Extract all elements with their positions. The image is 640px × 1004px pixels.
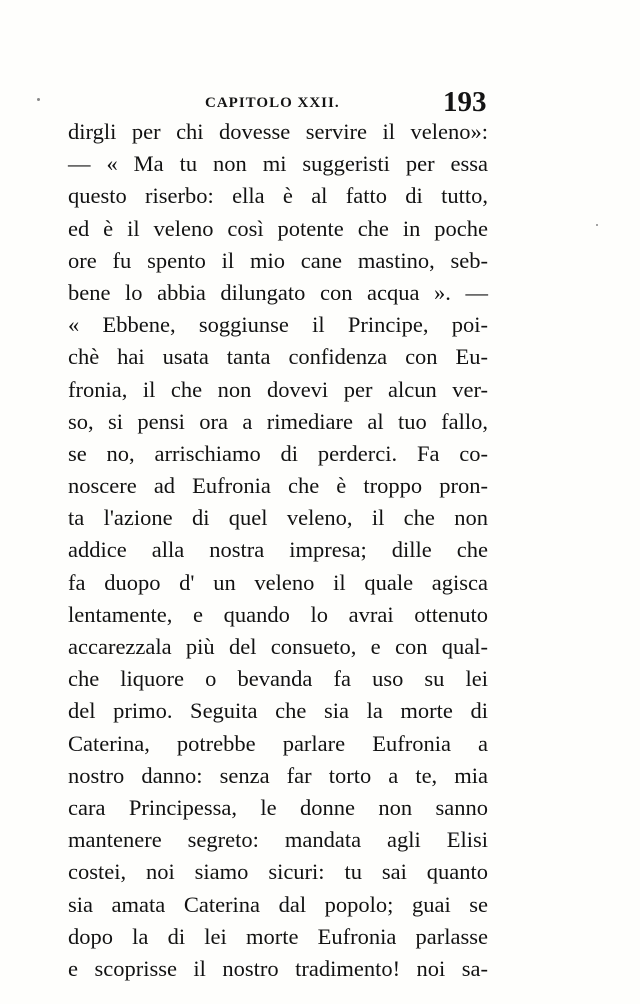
text-line: ed è il veleno così potente che in poche bbox=[68, 215, 488, 241]
text-line: che liquore o bevanda fa uso su lei bbox=[68, 666, 488, 692]
text-line: « Ebbene, soggiunse il Principe, poi- bbox=[68, 312, 488, 338]
text-line: fa duopo d' un veleno il quale agisca bbox=[68, 569, 488, 595]
text-line: so, si pensi ora a rimediare al tuo fallo, bbox=[68, 408, 488, 434]
running-title: CAPITOLO XXII. bbox=[205, 95, 340, 111]
text-line: costei, noi siamo sicuri: tu sai quanto bbox=[68, 859, 488, 885]
text-line: questo riserbo: ella è al fatto di tutto, bbox=[68, 183, 488, 209]
text-line: addice alla nostra impresa; dille che bbox=[68, 537, 488, 563]
page-number: 193 bbox=[443, 86, 487, 118]
text-line: fronia, il che non dovevi per alcun ver- bbox=[68, 376, 488, 402]
text-line: se no, arrischiamo di perderci. Fa co- bbox=[68, 440, 488, 466]
page-header bbox=[0, 86, 640, 120]
text-line: noscere ad Eufronia che è troppo pron- bbox=[68, 473, 488, 499]
text-line: dirgli per chi dovesse servire il veleno»: bbox=[68, 119, 488, 144]
text-line: dopo la di lei morte Eufronia parlasse bbox=[68, 923, 488, 949]
text-line: Caterina, potrebbe parlare Eufronia a bbox=[68, 730, 488, 756]
body-text bbox=[68, 116, 488, 985]
text-line: accarezzala più del consueto, e con qual- bbox=[68, 634, 488, 659]
text-line: del primo. Seguita che sia la morte di bbox=[68, 698, 488, 724]
text-line: ore fu spento il mio cane mastino, seb- bbox=[68, 247, 488, 273]
text-line: mantenere segreto: mandata agli Elisi bbox=[68, 827, 488, 853]
text-line: sia amata Caterina dal popolo; guai se bbox=[68, 891, 488, 917]
text-line: cara Principessa, le donne non sanno bbox=[68, 794, 488, 820]
text-line: nostro danno: senza far torto a te, mia bbox=[68, 762, 488, 788]
text-line: lentamente, e quando lo avrai ottenuto bbox=[68, 601, 488, 627]
text-line: e scoprisse il nostro tradimento! noi sa- bbox=[68, 955, 488, 981]
paper-speck bbox=[596, 224, 598, 226]
paper-speck bbox=[37, 98, 40, 101]
text-line: chè hai usata tanta confidenza con Eu- bbox=[68, 344, 488, 370]
text-line: bene lo abbia dilungato con acqua ». — bbox=[68, 279, 488, 305]
text-line: — « Ma tu non mi suggeristi per essa bbox=[68, 151, 488, 177]
text-line: ta l'azione di quel veleno, il che non bbox=[68, 505, 488, 531]
